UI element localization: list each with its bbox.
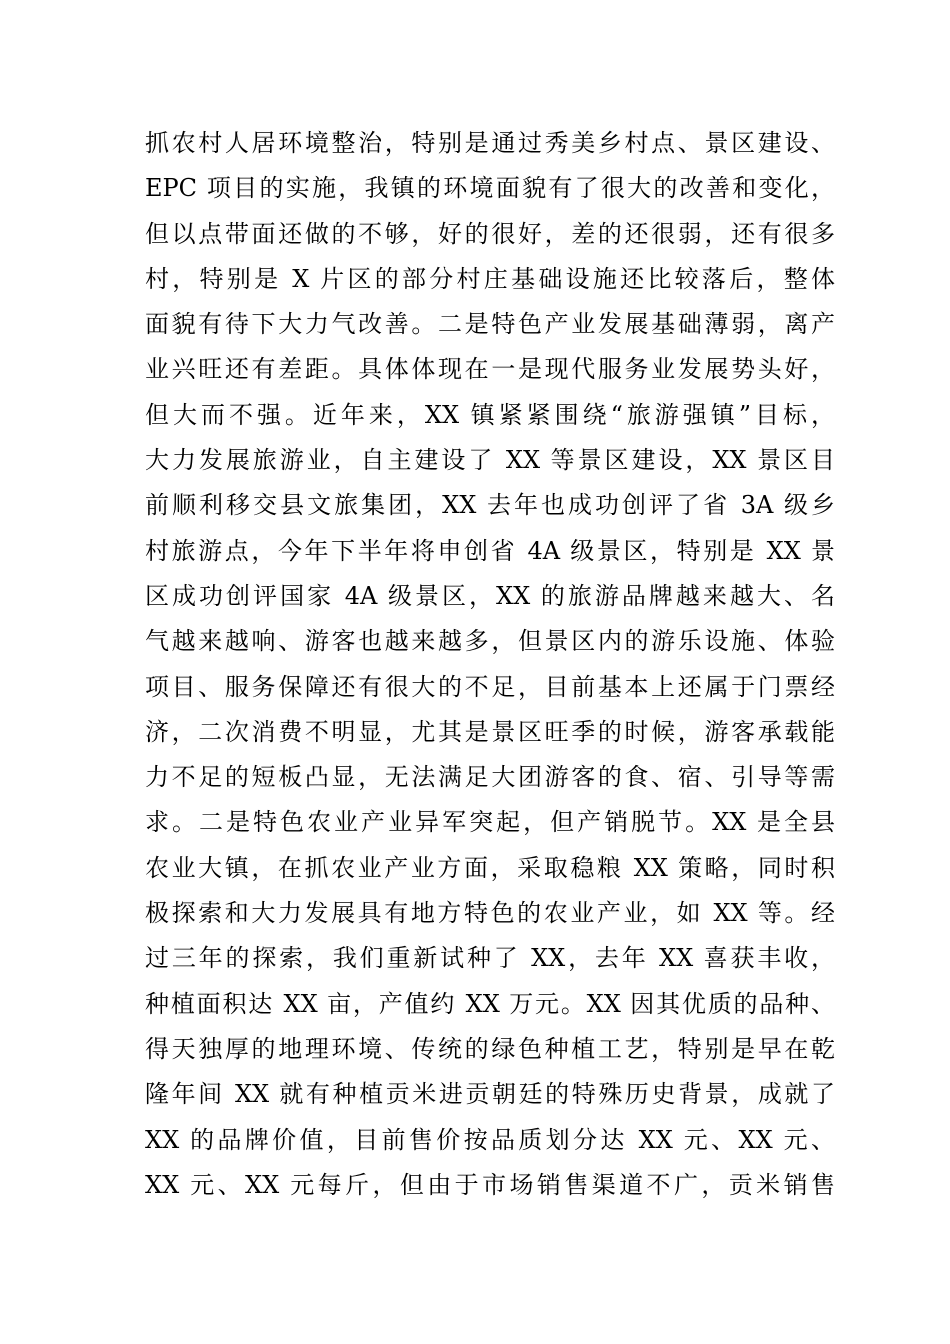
body-paragraph	[145, 121, 835, 1208]
text-line: 村旅游点，今年下半年将申创省 4A 级景区，特别是 XX 景	[145, 536, 835, 565]
text-line: 求。二是特色农业产业异军突起，但产销脱节。XX 是全县	[145, 808, 835, 837]
text-line: 隆年间 XX 就有种植贡米进贡朝廷的特殊历史背景，成就了	[145, 1080, 835, 1109]
text-line: 气越来越响、游客也越来越多，但景区内的游乐设施、体验	[145, 627, 835, 656]
text-line: 村，特别是 X 片区的部分村庄基础设施还比较落后，整体	[145, 264, 835, 293]
text-line: 业兴旺还有差距。具体体现在一是现代服务业发展势头好，	[145, 355, 835, 384]
text-line: 但以点带面还做的不够，好的很好，差的还很弱，还有很多	[145, 219, 835, 248]
text-line: 前顺利移交县文旅集团，XX 去年也成功创评了省 3A 级乡	[145, 491, 835, 520]
text-line: 农业大镇，在抓农业产业方面，采取稳粮 XX 策略，同时积	[145, 853, 835, 882]
text-line: 种植面积达 XX 亩，产值约 XX 万元。XX 因其优质的品种、	[145, 989, 835, 1018]
text-line: 项目、服务保障还有很大的不足，目前基本上还属于门票经	[145, 672, 835, 701]
text-line: 过三年的探索，我们重新试种了 XX，去年 XX 喜获丰收，	[145, 944, 835, 973]
text-line: 抓农村人居环境整治，特别是通过秀美乡村点、景区建设、	[145, 129, 835, 157]
text-line: EPC 项目的实施，我镇的环境面貌有了很大的改善和变化，	[145, 174, 835, 203]
text-line: 区成功创评国家 4A 级景区，XX 的旅游品牌越来越大、名	[145, 581, 835, 610]
text-line: XX 的品牌价值，目前售价按品质划分达 XX 元、XX 元、	[145, 1125, 835, 1154]
text-line: 极探索和大力发展具有地方特色的农业产业，如 XX 等。经	[145, 899, 835, 928]
text-line: 济，二次消费不明显，尤其是景区旺季的时候，游客承载能	[145, 717, 835, 746]
text-line: 但大而不强。近年来，XX 镇紧紧围绕“旅游强镇”目标，	[145, 400, 835, 429]
text-line: 得天独厚的地理环境、传统的绿色种植工艺，特别是早在乾	[145, 1034, 835, 1063]
text-line: 面貌有待下大力气改善。二是特色产业发展基础薄弱，离产	[145, 310, 835, 339]
text-line: 力不足的短板凸显，无法满足大团游客的食、宿、引导等需	[145, 763, 835, 792]
text-line: XX 元、XX 元每斤，但由于市场销售渠道不广，贡米销售	[145, 1170, 835, 1199]
text-line: 大力发展旅游业，自主建设了 XX 等景区建设，XX 景区目	[145, 446, 835, 475]
